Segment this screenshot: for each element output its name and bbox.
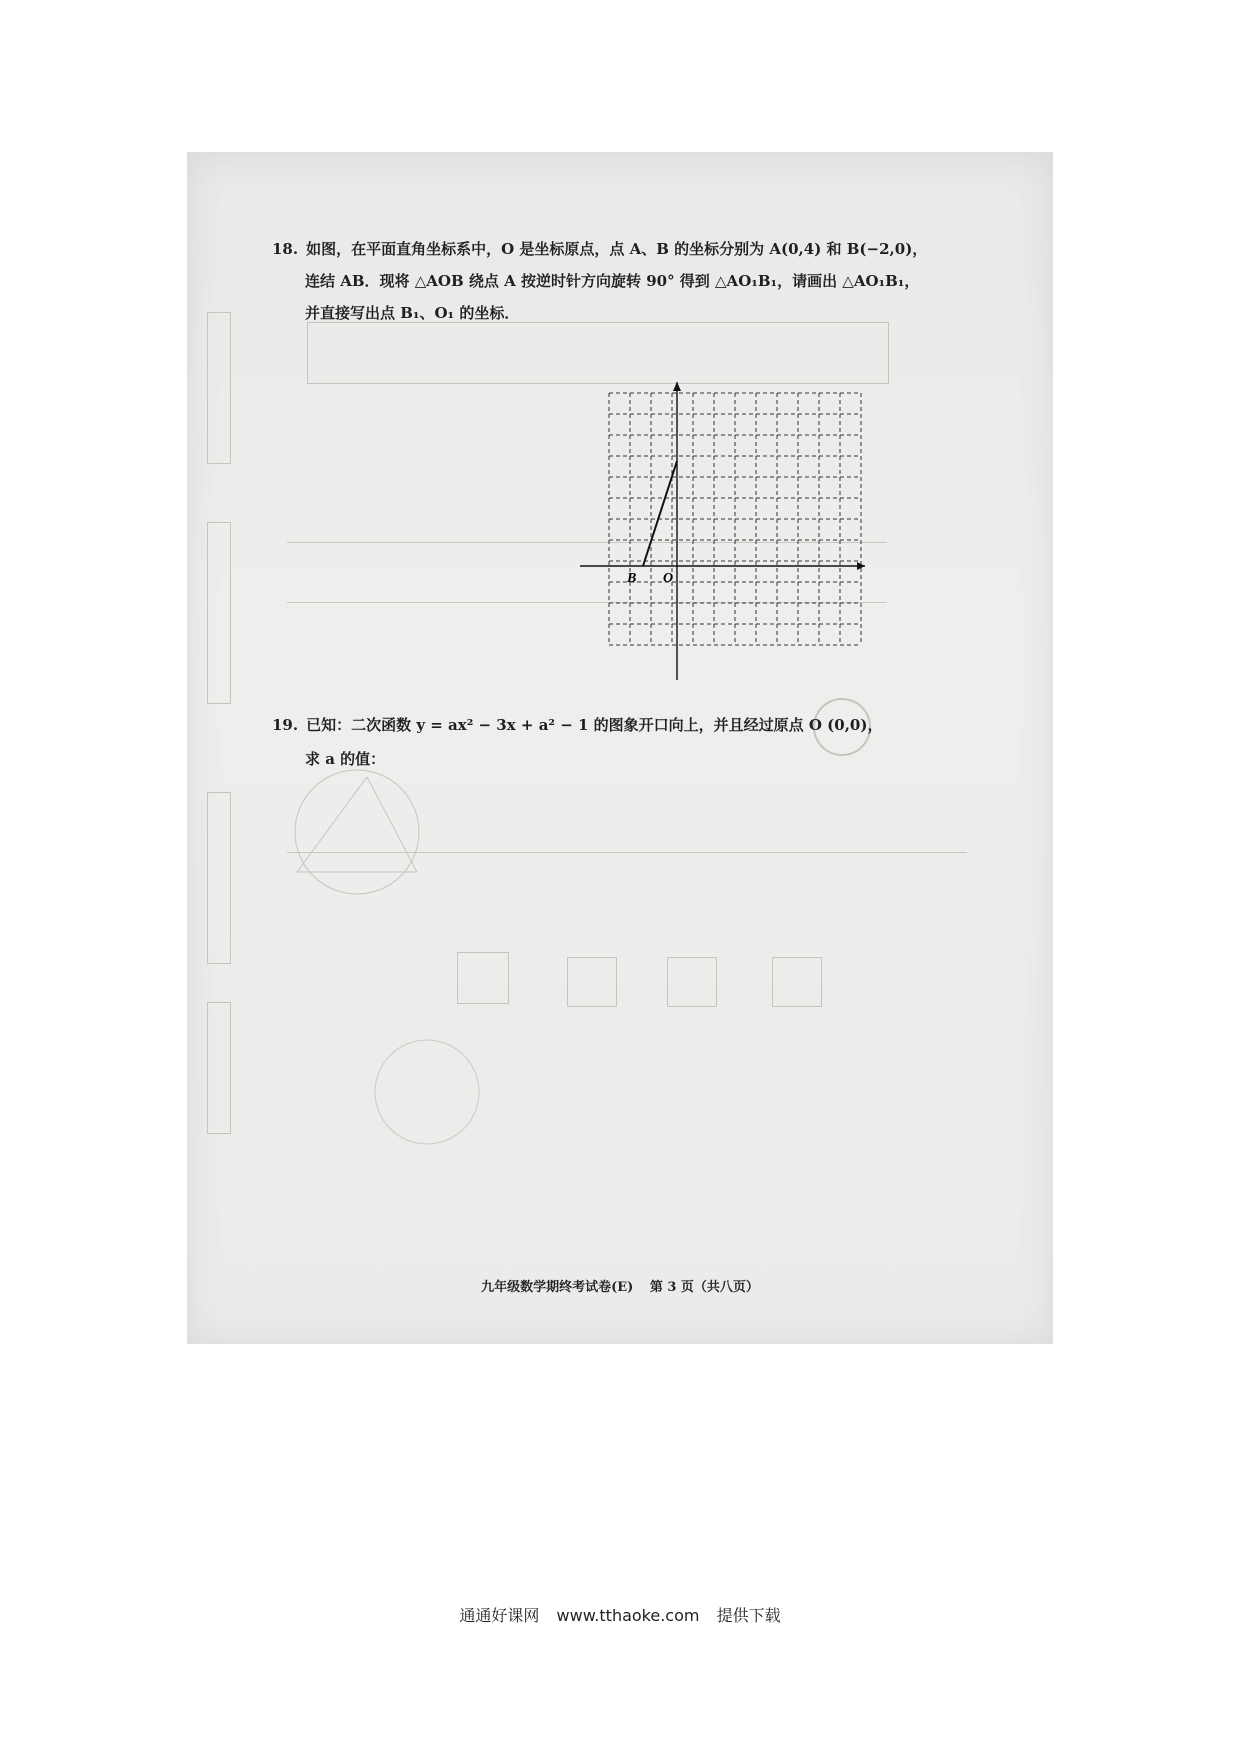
page-footer xyxy=(187,1276,1053,1295)
q19-text-1: 已知：二次函数 y = ax² − 3x + a² − 1 的图象开口向上，并且经过原点 O (0,0)， xyxy=(306,716,883,734)
ghost-square xyxy=(772,957,822,1007)
scanned-page xyxy=(187,152,1053,1344)
ghost-square xyxy=(567,957,617,1007)
site-name: 通通好课网 xyxy=(459,1606,540,1625)
q18-text-2: 连结 AB．现将 △AOB 绕点 A 按逆时针方向旋转 90° 得到 △AO₁B₁，请画出 △AO₁B₁， xyxy=(305,272,920,290)
coordinate-grid xyxy=(575,380,895,685)
ghost-circle-figure xyxy=(277,762,437,902)
exam-title: 九年级数学期终考试卷(E) xyxy=(481,1280,634,1295)
label-b: B xyxy=(627,571,637,586)
ghost-square xyxy=(457,952,509,1004)
q19-text-2: 求 a 的值： xyxy=(305,750,386,768)
grid-lines xyxy=(609,393,861,645)
q18-text-1: 如图，在平面直角坐标系中，O 是坐标原点，点 A、B 的坐标分别为 A(0,4) 和 B(−2,0)， xyxy=(306,240,928,258)
ghost-margin-box xyxy=(207,312,231,464)
q18-number: 18. xyxy=(272,240,299,258)
label-o: O xyxy=(663,571,674,586)
page-number: 第 3 页（共八页） xyxy=(649,1280,759,1295)
q19-number: 19. xyxy=(272,716,299,734)
q18-line-1 xyxy=(272,242,927,257)
ghost-margin-box xyxy=(207,1002,231,1134)
q19-line-1 xyxy=(272,718,882,733)
ghost-table xyxy=(307,322,889,384)
q18-text-3: 并直接写出点 B₁、O₁ 的坐标． xyxy=(305,304,520,322)
ghost-margin-box xyxy=(207,522,231,704)
download-action: 提供下载 xyxy=(716,1606,781,1625)
ghost-square xyxy=(667,957,717,1007)
ghost-margin-box xyxy=(207,792,231,964)
coordinate-grid-figure xyxy=(575,380,895,685)
y-axis-arrow xyxy=(673,382,681,391)
ghost-circle-figure xyxy=(347,1032,507,1152)
site-url: www.tthaoke.com xyxy=(556,1606,700,1625)
download-note xyxy=(0,1603,1240,1626)
